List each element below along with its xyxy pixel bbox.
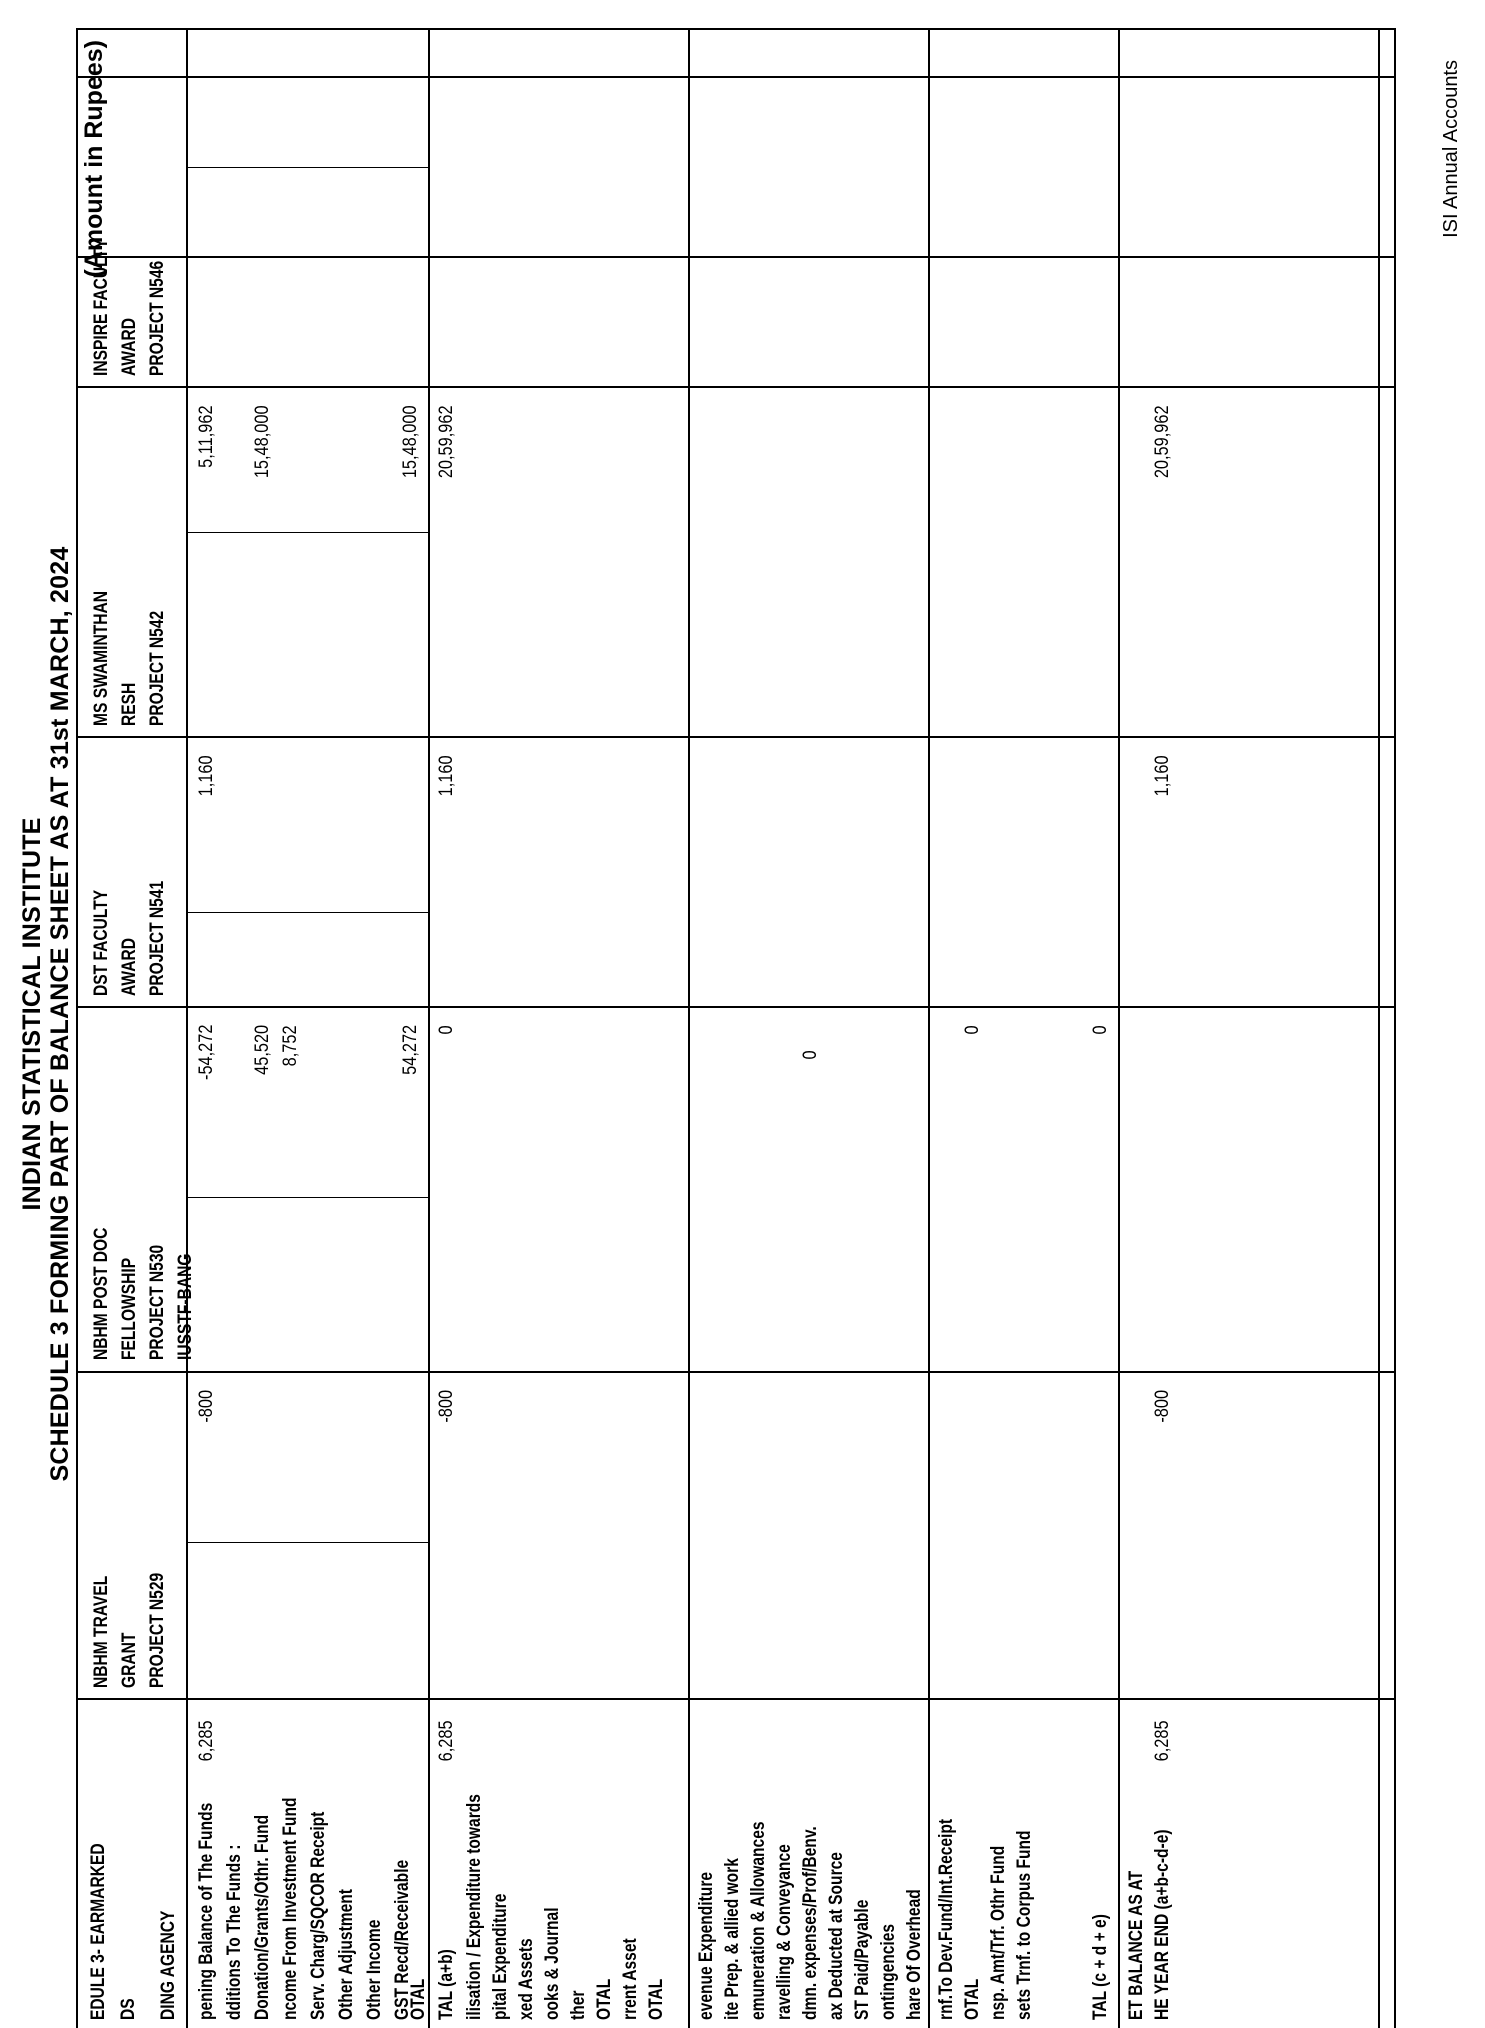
opening-balance-n546: 5,11,962 xyxy=(196,405,217,468)
column-divider xyxy=(78,736,1394,738)
net-balance-n530: -800 xyxy=(1152,1390,1173,1423)
total-b-n541: 54,272 xyxy=(400,1025,421,1075)
additions-1-n546: 15,48,000 xyxy=(252,405,273,478)
total-ab-n541: 0 xyxy=(436,1025,457,1035)
total-ab-n530: -800 xyxy=(436,1390,457,1423)
total-ab-n546: 20,59,962 xyxy=(436,405,457,478)
row-label: hare Of Overhead xyxy=(904,1889,925,2020)
total-ab-n542: 1,160 xyxy=(436,755,457,796)
opening-balance-n541: -54,272 xyxy=(196,1025,217,1081)
row-label: GST Recd/Receivable xyxy=(392,1859,413,2020)
column-header-n529: NBHM TRAVEL GRANT PROJECT N529 xyxy=(91,1572,168,1688)
net-balance-n542: 1,160 xyxy=(1152,755,1173,796)
funds-label: DS xyxy=(118,1998,139,2020)
row-label: OTAL xyxy=(962,1978,983,2020)
row-rule xyxy=(1378,30,1380,2028)
schedule-label: EDULE 3- EARMARKED xyxy=(88,1843,109,2020)
row-label: pital Expenditure xyxy=(490,1893,511,2020)
amount-unit-note: (Amount in Rupees) xyxy=(80,40,108,278)
column-divider xyxy=(78,76,1394,78)
row-label: pening Balance of The Funds xyxy=(196,1802,217,2020)
opening-balance-n530: -800 xyxy=(196,1390,217,1423)
column-header-n546: INSPIRE FACULTY AWARD PROJECT N546 xyxy=(91,238,168,376)
opening-balance-n542: 1,160 xyxy=(196,755,217,796)
institute-title: INDIAN STATISTICAL INSTITUTE xyxy=(18,817,46,1211)
row-label: OTAL xyxy=(646,1978,667,2020)
row-label: ooks & Journal xyxy=(542,1907,563,2020)
row-label: ther xyxy=(568,1990,589,2020)
row-label: Other Income xyxy=(364,1919,385,2020)
column-header-n542: MS SWAMINTHAN RESH PROJECT N542 xyxy=(91,590,168,726)
row-label: OTAL xyxy=(594,1978,615,2020)
column-divider xyxy=(78,256,1394,258)
funding-agency-label: DING AGENCY xyxy=(158,1910,179,2020)
row-label: ilisation / Expenditure towards xyxy=(464,1794,485,2020)
row-label: ST Paid/Payable xyxy=(852,1899,873,2020)
sub-column-divider xyxy=(188,912,428,913)
row-label: emuneration & Allowances xyxy=(748,1821,769,2020)
row-rule xyxy=(428,30,430,2028)
row-label: nsp. Amt/Trf. Othr Fund xyxy=(988,1845,1009,2020)
column-header-n530: NBHM POST DOC FELLOWSHIP PROJECT N530 IUSSTF-BANG xyxy=(91,1227,196,1360)
column-divider xyxy=(78,386,1394,388)
row-label: ax Deducted at Source xyxy=(826,1852,847,2020)
schedule-table xyxy=(76,28,1396,2028)
row-rule xyxy=(688,30,690,2028)
row-label: TAL (c + d + e) xyxy=(1090,1914,1111,2020)
total-d-n541: 0 xyxy=(962,1025,983,1035)
row-label: dditions To The Funds : xyxy=(224,1844,245,2020)
footer-note: ISI Annual Accounts xyxy=(1440,60,1462,238)
row-label: ET BALANCE AS AT xyxy=(1126,1870,1147,2020)
row-label: ontingencies xyxy=(878,1923,899,2020)
row-label: Other Adjustment xyxy=(336,1889,357,2020)
column-divider xyxy=(78,1371,1394,1373)
net-balance-n529: 6,285 xyxy=(1152,1720,1173,1761)
row-label: HE YEAR END (a+b-c-d-e) xyxy=(1152,1829,1173,2020)
row-label: ravelling & Conveyance xyxy=(774,1844,795,2020)
net-balance-n546: 20,59,962 xyxy=(1152,405,1173,478)
total-b-n546: 15,48,000 xyxy=(400,405,421,478)
header-rule xyxy=(186,30,188,2028)
column-header-n541: DST FACULTY AWARD PROJECT N541 xyxy=(91,880,168,996)
total-ab-n529: 6,285 xyxy=(436,1720,457,1761)
sub-column-divider xyxy=(188,1197,428,1198)
row-label: Donation/Grants/Othr. Fund xyxy=(252,1814,273,2020)
row-label: ite Prep. & allied work xyxy=(722,1858,743,2020)
row-label: OTAL xyxy=(408,1978,429,2020)
row-label: rrent Asset xyxy=(620,1938,641,2020)
additions-2-n541: 8,752 xyxy=(280,1025,301,1066)
column-divider xyxy=(78,1006,1394,1008)
row-rule xyxy=(928,30,930,2028)
schedule-title: SCHEDULE 3 FORMING PART OF BALANCE SHEET AS AT 31st MARCH, 2024 xyxy=(46,546,74,1482)
row-label: rnf.To Dev.Fund/Int.Receipt xyxy=(936,1818,957,2020)
sub-column-divider xyxy=(188,1542,428,1543)
row-label: dmn. expenses/Prof/Benv. xyxy=(800,1826,821,2020)
total-cde-n541: 0 xyxy=(1090,1025,1111,1035)
sub-column-divider xyxy=(188,167,428,168)
additions-1-n541: 45,520 xyxy=(252,1025,273,1075)
row-label: sets Trnf. to Corpus Fund xyxy=(1014,1830,1035,2020)
expenditure-marker-n541: 0 xyxy=(800,1050,821,1060)
row-label: TAL (a+b) xyxy=(436,1949,457,2020)
opening-balance-n529: 6,285 xyxy=(196,1720,217,1761)
row-label: ncome From Investment Fund xyxy=(280,1797,301,2020)
row-rule xyxy=(1118,30,1120,2028)
row-label: xed Assets xyxy=(516,1938,537,2020)
sub-column-divider xyxy=(188,532,428,533)
row-label: evenue Expenditure xyxy=(696,1871,717,2020)
row-label: Serv. Charg/SQCOR Receipt xyxy=(308,1811,329,2020)
column-divider xyxy=(78,1698,1394,1700)
